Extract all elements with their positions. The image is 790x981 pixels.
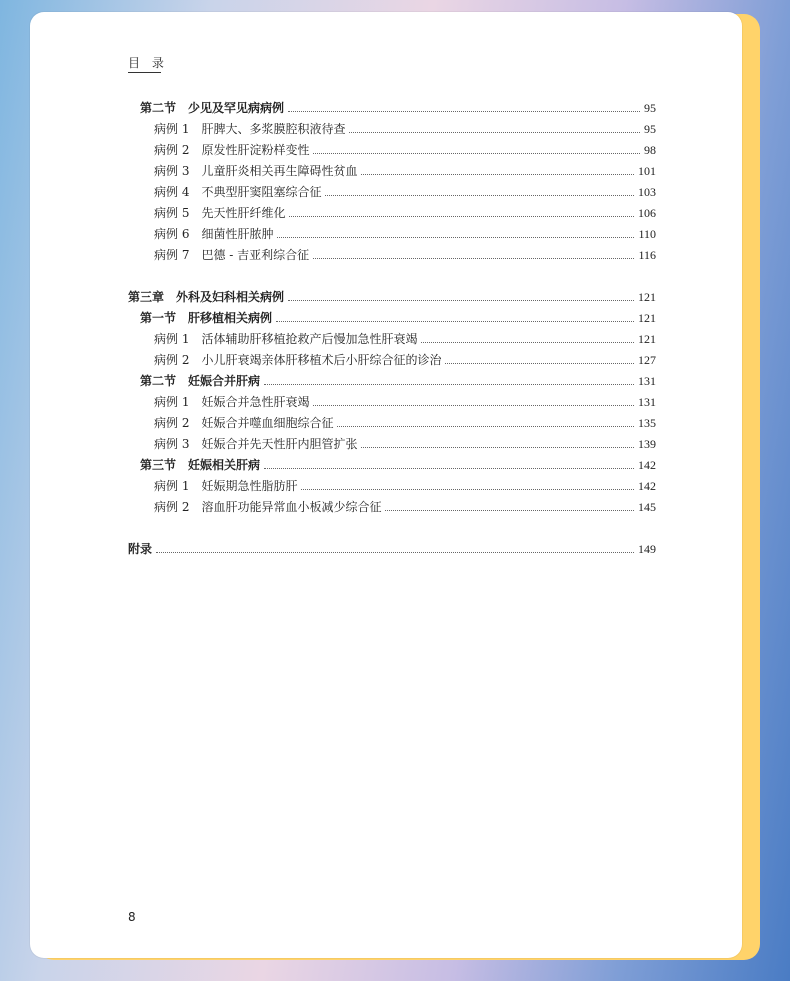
toc-entry-case[interactable]: [128, 346, 656, 367]
dot-leader: [445, 362, 634, 364]
toc-entry-label: 病例 1 肝脾大、多浆膜腔积液待查: [154, 122, 346, 136]
toc-entry-page-number: 142: [638, 458, 656, 472]
toc-entry-case[interactable]: [128, 241, 656, 262]
toc-entry-label: 病例 4 不典型肝窦阻塞综合征: [154, 185, 322, 199]
toc-entry-case[interactable]: [128, 493, 656, 514]
running-head-title: 目 录: [128, 56, 168, 70]
toc-entry-label: 附录: [128, 542, 153, 556]
toc-entry-page-number: 121: [638, 332, 656, 346]
dot-leader: [361, 173, 634, 175]
toc-entry-page-number: 98: [644, 143, 656, 157]
dot-leader: [421, 341, 634, 343]
toc-entry-label: 病例 3 妊娠合并先天性肝内胆管扩张: [154, 437, 358, 451]
toc-entry-page-number: 131: [638, 395, 656, 409]
toc-entry-page-number: 106: [638, 206, 656, 220]
toc-entry-page-number: 127: [638, 353, 656, 367]
toc-entry-page-number: 121: [638, 290, 656, 304]
dot-leader: [276, 320, 634, 322]
toc-entry-label: 第三节 妊娠相关肝病: [140, 458, 261, 472]
toc-entry-case[interactable]: [128, 136, 656, 157]
toc-entry-label: 病例 5 先天性肝纤维化: [154, 206, 286, 220]
toc-entry-chapter[interactable]: [128, 283, 656, 304]
toc-entry-case[interactable]: [128, 199, 656, 220]
toc-entry-page-number: 121: [638, 311, 656, 325]
toc-entry-case[interactable]: [128, 220, 656, 241]
toc-entry-label: 第一节 肝移植相关病例: [140, 311, 273, 325]
toc-entry-label: 病例 7 巴德 - 吉亚利综合征: [154, 248, 310, 262]
dot-leader: [156, 551, 634, 553]
toc-entry-page-number: 95: [644, 101, 656, 115]
toc-entry-page-number: 145: [638, 500, 656, 514]
toc-entry-label: 病例 1 妊娠合并急性肝衰竭: [154, 395, 310, 409]
toc-entry-label: 病例 6 细菌性肝脓肿: [154, 227, 274, 241]
toc-entry-page-number: 110: [638, 227, 656, 241]
toc-entry-label: 病例 1 活体辅助肝移植抢救产后慢加急性肝衰竭: [154, 332, 418, 346]
toc-entry-page-number: 131: [638, 374, 656, 388]
toc-entry-page-number: 149: [638, 542, 656, 556]
toc-entry-chapter[interactable]: [128, 535, 656, 556]
toc-entry-case[interactable]: [128, 178, 656, 199]
toc-entry-case[interactable]: [128, 388, 656, 409]
toc-entry-label: 病例 2 原发性肝淀粉样变性: [154, 143, 310, 157]
toc-entry-case[interactable]: [128, 472, 656, 493]
dot-leader: [361, 446, 634, 448]
toc-entry-label: 病例 3 儿童肝炎相关再生障碍性贫血: [154, 164, 358, 178]
dot-leader: [288, 299, 634, 301]
toc-spacer: [128, 514, 656, 535]
dot-leader: [301, 488, 634, 490]
toc-entry-case[interactable]: [128, 430, 656, 451]
dot-leader: [385, 509, 634, 511]
toc-entry-case[interactable]: [128, 157, 656, 178]
toc-entry-case[interactable]: [128, 325, 656, 346]
toc-entry-page-number: 135: [638, 416, 656, 430]
dot-leader: [264, 383, 634, 385]
page-number: 8: [128, 910, 136, 924]
toc-entry-label: 第二节 妊娠合并肝病: [140, 374, 261, 388]
toc-entry-label: 病例 2 小儿肝衰竭亲体肝移植术后小肝综合征的诊治: [154, 353, 442, 367]
dot-leader: [289, 215, 634, 217]
dot-leader: [313, 257, 634, 259]
toc-spacer: [128, 262, 656, 283]
dot-leader: [313, 404, 634, 406]
toc-entry-section[interactable]: [128, 304, 656, 325]
dot-leader: [349, 131, 640, 133]
dot-leader: [288, 110, 640, 112]
dot-leader: [325, 194, 634, 196]
toc-entry-label: 病例 2 妊娠合并噬血细胞综合征: [154, 416, 334, 430]
toc-entry-case[interactable]: [128, 115, 656, 136]
toc-entry-page-number: 103: [638, 185, 656, 199]
dot-leader: [313, 152, 640, 154]
dot-leader: [264, 467, 634, 469]
table-of-contents: [128, 94, 656, 556]
toc-entry-page-number: 101: [638, 164, 656, 178]
toc-entry-page-number: 95: [644, 122, 656, 136]
toc-entry-page-number: 116: [638, 248, 656, 262]
book-page: [30, 12, 742, 958]
toc-entry-label: 第二节 少见及罕见病病例: [140, 101, 285, 115]
toc-entry-section[interactable]: [128, 451, 656, 472]
toc-entry-page-number: 139: [638, 437, 656, 451]
dot-leader: [277, 236, 634, 238]
running-head-rule: [128, 72, 161, 73]
toc-entry-label: 病例 2 溶血肝功能异常血小板减少综合征: [154, 500, 382, 514]
toc-entry-section[interactable]: [128, 367, 656, 388]
toc-entry-label: 第三章 外科及妇科相关病例: [128, 290, 285, 304]
dot-leader: [337, 425, 634, 427]
toc-entry-case[interactable]: [128, 409, 656, 430]
toc-entry-label: 病例 1 妊娠期急性脂肪肝: [154, 479, 298, 493]
toc-entry-page-number: 142: [638, 479, 656, 493]
toc-entry-section[interactable]: [128, 94, 656, 115]
